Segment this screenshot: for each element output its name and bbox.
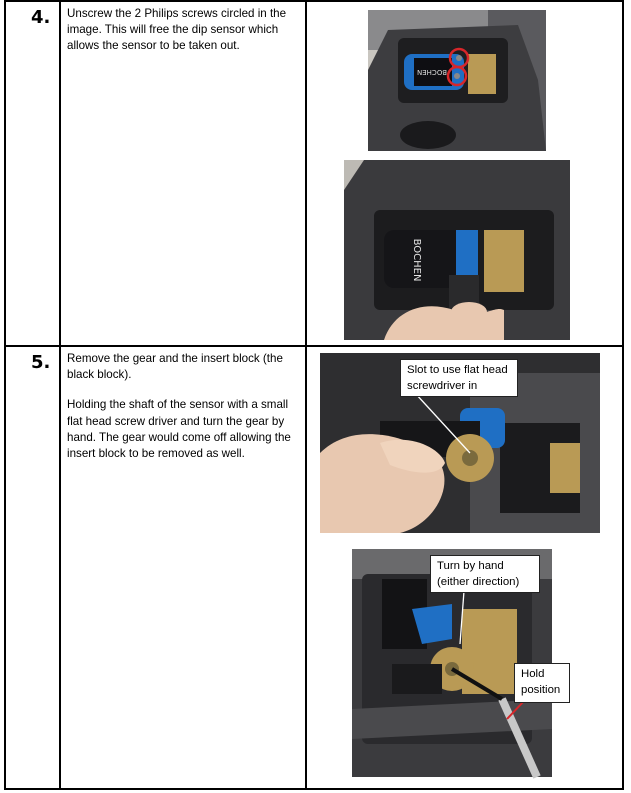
step-number: 4. (31, 7, 51, 28)
gear-turn-photo (352, 549, 561, 777)
motor-label: BOCHEN (417, 68, 447, 76)
step-image-cell (307, 347, 622, 788)
step-number: 5. (31, 352, 51, 373)
step-instruction: Holding the shaft of the sensor with a small flat head screw driver and turn the gear by hand. The gear would come off allowing the insert block to be removed as well. (67, 398, 291, 461)
instruction-table (4, 0, 624, 790)
step-text-cell (61, 2, 307, 345)
step-instruction: Remove the gear and the insert block (the black block). (67, 352, 283, 382)
sensor-removal-photo (344, 160, 570, 340)
step-number-cell (6, 2, 61, 345)
step-number-cell (6, 347, 61, 788)
step-row-4 (4, 0, 624, 346)
slot-callout: Slot to use flat head screwdriver in (400, 359, 518, 397)
step-row-5 (4, 346, 624, 790)
motor-label: BOCHEN (411, 238, 422, 282)
sensor-screws-photo (368, 10, 546, 151)
step-instruction: Unscrew the 2 Philips screws circled in the image. This will free the dip sensor which allows the sensor to be taken out. (67, 7, 287, 53)
step-text-cell (61, 347, 307, 788)
turn-by-hand-callout: Turn by hand (either direction) (430, 555, 540, 593)
step-image-cell (307, 2, 622, 345)
gear-slot-photo (320, 353, 600, 533)
hold-position-callout: Hold position (514, 663, 570, 703)
